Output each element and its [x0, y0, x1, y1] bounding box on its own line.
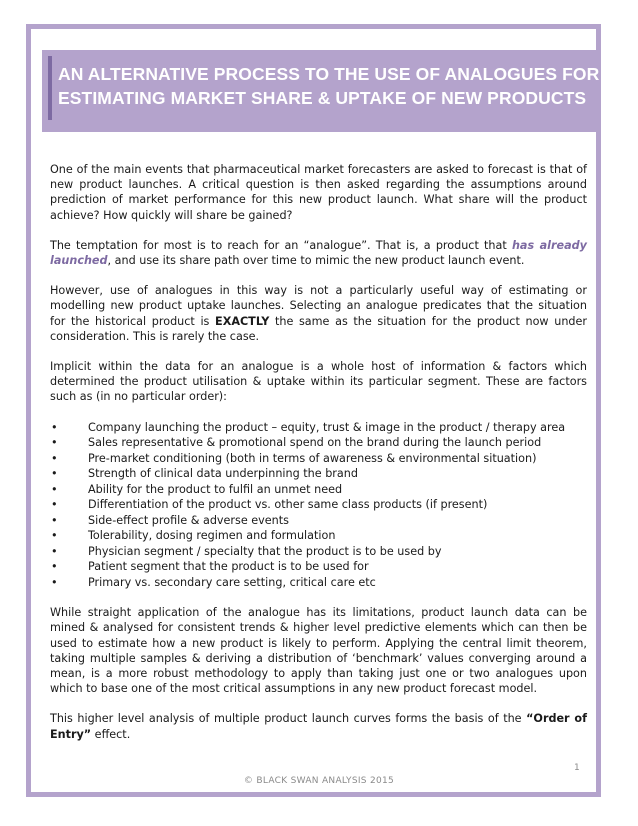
page-number: 1	[574, 763, 580, 773]
title-line-2: ESTIMATING MARKET SHARE & UPTAKE OF NEW PRODUCTS	[58, 88, 587, 108]
bullet-icon: •	[51, 560, 58, 574]
list-item	[50, 559, 587, 575]
bullet-icon: •	[51, 467, 58, 481]
list-item	[50, 528, 587, 544]
list-item-text: Tolerability, dosing regimen and formulation	[88, 529, 336, 543]
paragraph-intro: One of the main events that pharmaceutical market forecasters are asked to forecast is that of new product launches. A critical question is then asked regarding the assumptions around prediction of market performance for this new product launch. What share will the product achieve? How quickly will share be gained?	[50, 163, 587, 222]
list-item-text: Company launching the product – equity, trust & image in the product / therapy area	[88, 420, 566, 434]
list-item	[50, 544, 587, 560]
title-line-1: AN ALTERNATIVE PROCESS TO THE USE OF ANALOGUES FOR	[58, 64, 600, 84]
bullet-icon: •	[51, 420, 58, 434]
article-body	[50, 162, 587, 757]
paragraph-text: effect.	[91, 727, 131, 741]
title-box	[48, 56, 600, 120]
paragraph-analogue-temptation	[50, 238, 587, 268]
paragraph-launch-data: While straight application of the analogue has its limitations, product launch data can be mined & analysed for consistent trends & higher level predictive elements which can then be used to estimate how a new product is likely to perform. Applying the central limit theorem, taking multiple samples & deriving a distribution of ‘benchmark’ values converging around a mean, is a more robust methodology to apply than taking just one or two analogues upon which to base one of the most critical assumptions in any new product forecast model.	[50, 606, 587, 696]
emphasis-has-already-launched: has already launched	[50, 238, 587, 268]
bullet-icon: •	[51, 482, 58, 496]
factor-list	[50, 420, 587, 591]
bullet-icon: •	[51, 529, 58, 543]
list-item	[50, 513, 587, 529]
paragraph-text: , and use its share path over time to mimic the new product launch event.	[107, 254, 525, 268]
list-item	[50, 420, 587, 436]
paragraph-text: This higher level analysis of multiple product launch curves forms the basis of the	[50, 712, 527, 726]
list-item	[50, 497, 587, 513]
paragraph-implicit-factors: Implicit within the data for an analogue is a whole host of information & factors which determined the product utilisation & uptake within its particular segment. These are factors such as (in no particular order):	[50, 360, 587, 404]
list-item-text: Differentiation of the product vs. other same class products (if present)	[88, 498, 488, 512]
list-item-text: Sales representative & promotional spend on the brand during the launch period	[88, 436, 542, 450]
list-item	[50, 466, 587, 482]
list-item-text: Pre-market conditioning (both in terms of awareness & environmental situation)	[88, 451, 537, 465]
list-item	[50, 451, 587, 467]
list-item-text: Side-effect profile & adverse events	[88, 513, 289, 527]
emphasis-exactly: EXACTLY	[215, 314, 270, 328]
bullet-icon: •	[51, 513, 58, 527]
list-item	[50, 482, 587, 498]
paragraph-text: However, use of analogues in this way is not a particularly useful way of estimating or modelling new product uptake launches. Selecting an analogue predicates that the situation for the historical product is	[50, 284, 587, 328]
list-item-text: Ability for the product to fulfil an unmet need	[88, 482, 343, 496]
bullet-icon: •	[51, 575, 58, 589]
bullet-icon: •	[51, 451, 58, 465]
paragraph-text: the same as the situation for the product now under consideration. This is rarely the case.	[50, 314, 587, 343]
list-item-text: Patient segment that the product is to be used for	[88, 560, 369, 574]
list-item-text: Primary vs. secondary care setting, critical care etc	[88, 575, 376, 589]
bullet-icon: •	[51, 436, 58, 450]
list-item-text: Strength of clinical data underpinning the brand	[88, 467, 358, 481]
list-item	[50, 575, 587, 591]
list-item-text: Physician segment / specialty that the product is to be used by	[88, 544, 442, 558]
emphasis-order-of-entry: “Order of Entry”	[50, 712, 587, 741]
paragraph-analogue-limitations	[50, 283, 587, 344]
bullet-icon: •	[51, 544, 58, 558]
paragraph-text: The temptation for most is to reach for an “analogue”. That is, a product that	[50, 238, 512, 252]
footer-copyright: © BLACK SWAN ANALYSIS 2015	[243, 776, 395, 786]
list-item	[50, 435, 587, 451]
paragraph-order-of-entry	[50, 711, 587, 741]
bullet-icon: •	[51, 498, 58, 512]
